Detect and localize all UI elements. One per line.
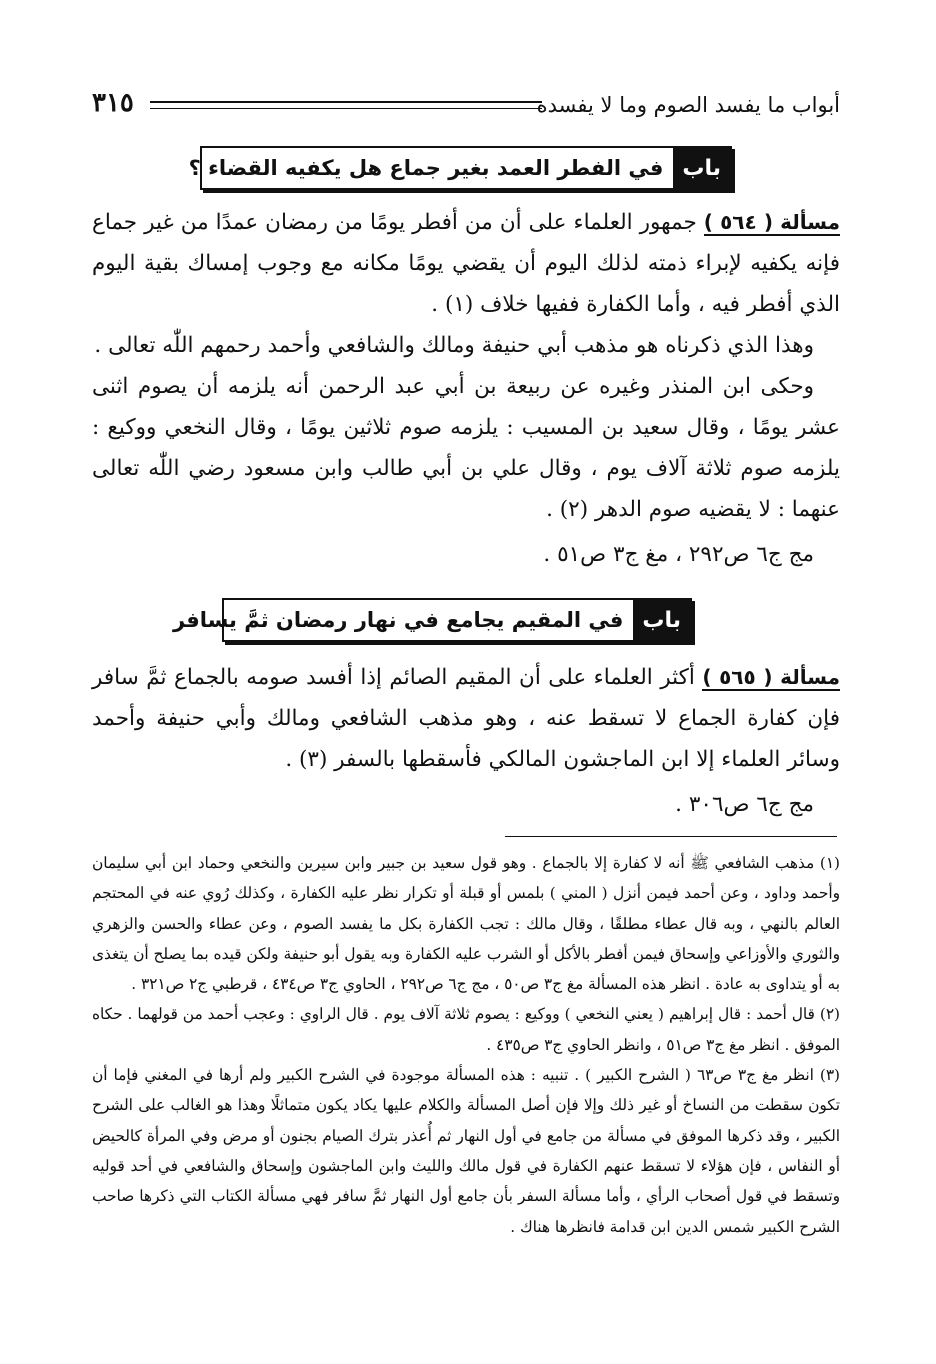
bab-label: باب: [673, 148, 730, 188]
paragraph-text: جمهور العلماء على أن من أفطر يومًا من رمضان عمدًا من غير جماع فإنه يكفيه لإبراء ذمته لذلك اليوم أن يقضي يومًا مكانه مع وجوب إمساك بقية اليوم الذي أفطر فيه ، وأما الكفارة ففيها خلاف (١) .: [92, 210, 840, 317]
chapter-title: في المقيم يجامع في نهار رمضان ثمَّ يسافر: [172, 608, 624, 632]
footnote-1: (١) مذهب الشافعي ﷺ أنه لا كفارة إلا بالجماع . وهو قول سعيد بن جبير وابن سيرين والنخعي وحماد ابن أبي سليمان وأحمد وداود ، وعن أحمد فيمن أنزل ( المني ) بلمس أو قبلة أو تكرار نظر عليه الكفارة ، وكذلك رُوي عنه في المحتجم العالم بالنهي ، وبه قال عطاء مطلقًا ، وقال مالك : تجب الكفارة بكل ما يفسد الصوم ، وعن عطاء والحسن والزهري والثوري والأوزاعي وإسحاق فيمن أفطر بالأكل أو الشرب عليه الكفارة وبه يقول أبو حنيفة ولكن قيده بما يصلح أن يتغذى به أو يتداوى به عادة . انظر هذه المسألة مغ ج٣ ص٥٠ ، مج ج٦ ص٢٩٢ ، الحاوي ج٣ ص٤٣٤ ، قرطبي ج٢ ص٣٢١ .: [92, 854, 840, 994]
paragraph: وحكى ابن المنذر وغيره عن ربيعة بن أبي عبد الرحمن أنه يلزمه أن يصوم اثنى عشر يومًا ، وقال سعيد بن المسيب : يلزمه صوم ثلاثين يومًا ، وقال النخعي ووكيع : يلزمه صوم ثلاثة آلاف يوم ، وقال علي بن أبي طالب وابن مسعود رضي اللّٰه تعالى عنهما : لا يقضيه صوم الدهر (٢) .: [92, 374, 840, 522]
source-reference: مج ج٦ ص٣٠٦ .: [675, 792, 814, 817]
section-2-body: [92, 657, 840, 825]
chapter-heading-2: [172, 598, 692, 642]
footnotes: [92, 848, 840, 1242]
masala-label: مسألة ( ٥٦٥ ): [702, 665, 840, 689]
footnote-3: (٣) انظر مغ ج٣ ص٦٣ ( الشرح الكبير ) . تنبيه : هذه المسألة موجودة في الشرح الكبير ولم أرها في المغني فإما أن تكون سقطت من النساخ أو غير ذلك وإلا فإن أصل المسألة والكلام عليها يكاد يكون متماثلًا وهذا هو الغالب على الشرح الكبير ، وقد ذكرها الموفق في مسألة من جامع في أول النهار ثم أُعذر بترك الصيام بجنون أو مرض وفي المرأة كالحيض أو النفاس ، فإن هؤلاء لا تسقط عنهم الكفارة في قول مالك والليث وابن الماجشون وإسحاق والشافعي في أحد قوليه وتسقط في قول أصحاب الرأي ، وأما مسألة السفر بأن جامع أول النهار ثمَّ سافر فهي مسألة الكتاب التي ذكرها صاحب الشرح الكبير شمس الدين ابن قدامة فانظرها هناك .: [92, 1066, 840, 1236]
section-1-body: [92, 202, 840, 575]
running-title: أبواب ما يفسد الصوم وما لا يفسده: [536, 93, 840, 117]
paragraph-text: أكثر العلماء على أن المقيم الصائم إذا أفسد صومه بالجماع ثمَّ سافر فإن كفارة الجماع لا تسقط عنه ، وهو مذهب الشافعي ومالك وأبي حنيفة وأحمد وسائر العلماء إلا ابن الماجشون المالكي فأسقطها بالسفر (٣) .: [92, 665, 840, 772]
masala-label: مسألة ( ٥٦٤ ): [703, 210, 841, 234]
running-header: [92, 88, 840, 122]
footnote-2: (٢) قال أحمد : قال إبراهيم ( يعني النخعي ) ووكيع : يصوم ثلاثة آلاف يوم . قال الراوي : وعجب أحمد من قولهما . حكاه الموفق . انظر مغ ج٣ ص٥١ ، وانظر الحاوي ج٣ ص٤٣٥ .: [92, 1005, 840, 1054]
chapter-title: في الفطر العمد بغير جماع هل يكفيه القضاء ؟: [188, 156, 664, 180]
page-number: ٣١٥: [92, 88, 134, 118]
bab-label: باب: [633, 600, 690, 640]
chapter-heading-1: [188, 146, 732, 190]
source-reference: مج ج٦ ص٢٩٢ ، مغ ج٣ ص٥١ .: [543, 542, 814, 567]
header-rule: [150, 101, 542, 109]
footnote-separator: [505, 836, 837, 837]
masala-565-paragraph: [92, 657, 840, 780]
paragraph: وهذا الذي ذكرناه هو مذهب أبي حنيفة ومالك والشافعي وأحمد رحمهم اللّٰه تعالى .: [94, 333, 814, 358]
masala-564-paragraph: [92, 202, 840, 325]
